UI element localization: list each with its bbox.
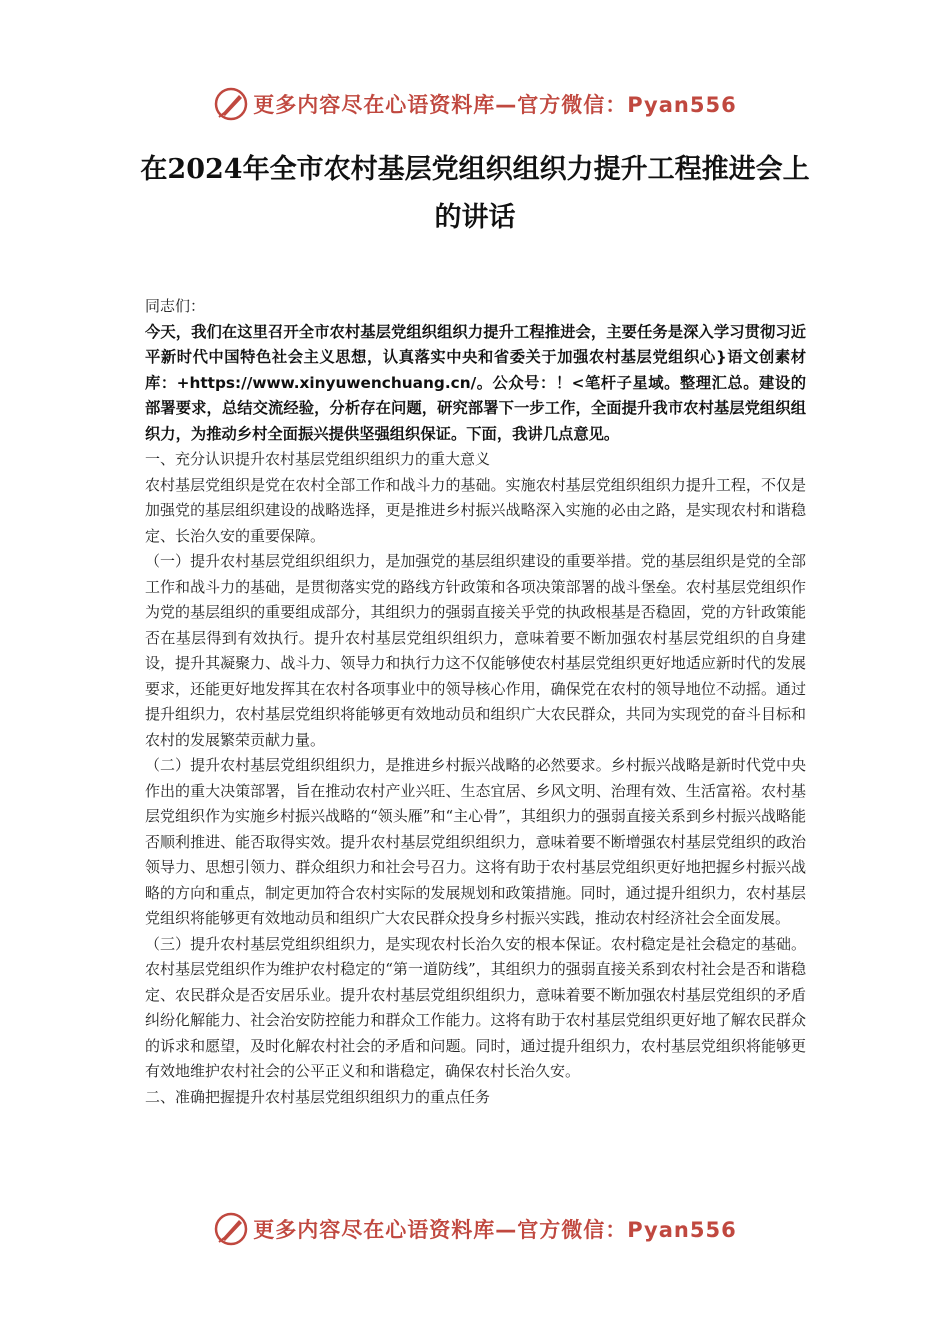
quill-logo-icon [213,1211,249,1247]
footer-watermark-banner [0,1205,950,1253]
header-watermark-banner [0,80,950,128]
banner-text: 更多内容尽在心语资料库—官方微信：Pyan556 [253,93,737,117]
banner-text: 更多内容尽在心语资料库—官方微信：Pyan556 [253,1218,737,1242]
intro-paragraph: 今天，我们在这里召开全市农村基层党组织组织力提升工程推进会，主要任务是深入学习贯彻习近平新时代中国特色社会主义思想，认真落实中央和省委关于加强农村基层党组织心}语文创素材库：+https://www.xinyuwenchuang.cn/。公众号：！<笔杆子星域。整理汇总。建设的部署要求，总结交流经验，分析存在问题，研究部署下一步工作，全面提升我市农村基层党组织组织力，为推动乡村全面振兴提供坚强组织保证。下面，我讲几点意见。 [145,322,806,443]
subsection-paragraph-1: （一）提升农村基层党组织组织力，是加强党的基层组织建设的重要举措。党的基层组织是党的全部工作和战斗力的基础，是贯彻落实党的路线方针政策和各项决策部署的战斗堡垒。农村基层党组织作为党的基层组织的重要组成部分，其组织力的强弱直接关乎党的执政根基是否稳固，党的方针政策能否在基层得到有效执行。提升农村基层党组织组织力，意味着要不断加强农村基层党组织的自身建设，提升其凝聚力、战斗力、领导力和执行力这不仅能够使农村基层党组织更好地适应新时代的发展要求，还能更好地发挥其在农村各项事业中的领导核心作用，确保党在农村的领导地位不动摇。通过提升组织力，农村基层党组织将能够更有效地动员和组织广大农民群众，共同为实现党的奋斗目标和农村的发展繁荣贡献力量。 [145,552,806,749]
subsection-paragraph-2: （二）提升农村基层党组织组织力，是推进乡村振兴战略的必然要求。乡村振兴战略是新时代党中央作出的重大决策部署，旨在推动农村产业兴旺、生态宜居、乡风文明、治理有效、生活富裕。农村基层党组织作为实施乡村振兴战略的“领头雁”和“主心骨”，其组织力的强弱直接关系到乡村振兴战略能否顺利推进、能否取得实效。提升农村基层党组织组织力，意味着要不断增强农村基层党组织的政治领导力、思想引领力、群众组织力和社会号召力。这将有助于农村基层党组织更好地把握乡村振兴战略的方向和重点，制定更加符合农村实际的发展规划和政策措施。同时，通过提升组织力，农村基层党组织将能够更有效地动员和组织广大农民群众投身乡村振兴实践，推动农村经济社会全面发展。 [145,756,806,927]
section-heading-2: 二、准确把握提升农村基层党组织组织力的重点任务 [145,1087,491,1106]
document-body [145,294,806,1110]
quill-logo-icon [213,86,249,122]
section-heading-1: 一、充分认识提升农村基层党组织组织力的重大意义 [145,450,491,468]
salutation: 同志们： [145,297,206,315]
document-title: 在2024年全市农村基层党组织组织力提升工程推进会上的讲话 [140,154,810,233]
subsection-paragraph-3: （三）提升农村基层党组织组织力，是实现农村长治久安的根本保证。农村稳定是社会稳定的基础。农村基层党组织作为维护农村稳定的“第一道防线”，其组织力的强弱直接关系到农村社会是否和谐稳定、农民群众是否安居乐业。提升农村基层党组织组织力，意味着要不断加强农村基层党组织的矛盾纠纷化解能力、社会治安防控能力和群众工作能力。这将有助于农村基层党组织更好地了解农民群众的诉求和愿望，及时化解农村社会的矛盾和问题。同时，通过提升组织力，农村基层党组织将能够更有效地维护农村社会的公平正义和和谐稳定，确保农村长治久安。 [145,934,806,1080]
section-1-lead-paragraph: 农村基层党组织是党在农村全部工作和战斗力的基础。实施农村基层党组织组织力提升工程，不仅是加强党的基层组织建设的战略选择，更是推进乡村振兴战略深入实施的必由之路，是实现农村和谐稳定、长治久安的重要保障。 [145,475,806,545]
